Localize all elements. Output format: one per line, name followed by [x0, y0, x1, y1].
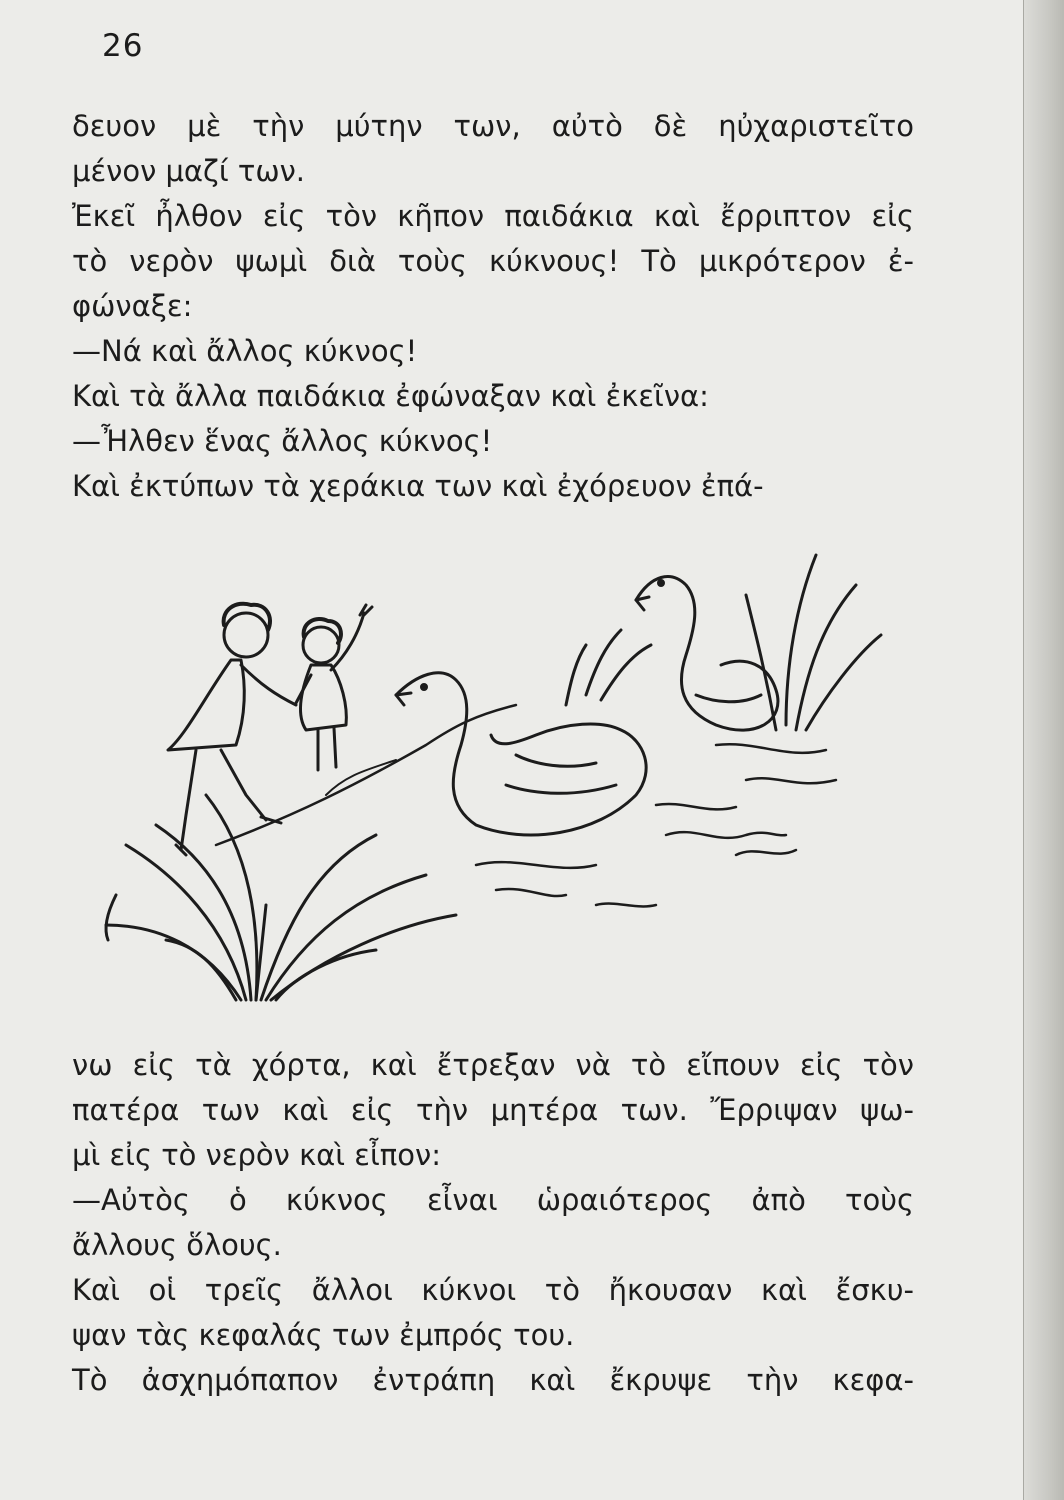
page-number: 26 [102, 28, 144, 64]
text-line: Ἐκεῖ ἦλθον εἰς τὸν κῆπον παιδάκια καὶ ἔρριπτον εἰς [72, 199, 914, 233]
text-line: μὶ εἰς τὸ νερὸν καὶ εἶπον: [72, 1138, 441, 1172]
text-line: —Αὐτὸς ὁ κύκνος εἶναι ὡραιότερος ἀπὸ τοὺς [72, 1183, 914, 1217]
swan-front-icon [396, 673, 646, 835]
text-line: τὸ νερὸν ψωμὶ διὰ τοὺς κύκνους! Τὸ μικρότερον ἐ- [72, 244, 914, 278]
children-and-swans-drawing-icon [96, 545, 886, 1015]
child-left-icon [168, 604, 296, 855]
top-text-block [72, 104, 914, 509]
text-line: Καὶ ἐκτύπων τὰ χεράκια των καὶ ἐχόρευον ἐπά- [72, 469, 764, 503]
text-line: πατέρα των καὶ εἰς τὴν μητέρα των. Ἔρριψαν ψω- [72, 1093, 914, 1127]
text-line: φώναξε: [72, 289, 193, 323]
text-line: ψαν τὰς κεφαλάς των ἐμπρός του. [72, 1318, 575, 1352]
reeds-icon [106, 795, 456, 1000]
water-ripples-icon [476, 744, 836, 906]
child-right-icon [296, 605, 372, 770]
page-edge [1023, 0, 1064, 1500]
text-line: μένον μαζί των. [72, 154, 306, 188]
background-reeds-icon [566, 555, 881, 730]
text-line: δευον μὲ τὴν μύτην των, αὐτὸ δὲ ηὐχαριστεῖτο [72, 109, 914, 143]
text-line: Καὶ οἱ τρεῖς ἄλλοι κύκνοι τὸ ἤκουσαν καὶ ἔσκυ- [72, 1273, 914, 1307]
text-line: Καὶ τὰ ἄλλα παιδάκια ἐφώναξαν καὶ ἐκεῖνα: [72, 379, 709, 413]
swan-back-icon [636, 577, 778, 731]
text-line: νω εἰς τὰ χόρτα, καὶ ἔτρεξαν νὰ τὸ εἴπουν εἰς τὸν [72, 1048, 914, 1082]
text-line: ἄλλους ὅλους. [72, 1228, 282, 1262]
bottom-text-block [72, 1043, 914, 1403]
text-line: —Νά καὶ ἄλλος κύκνος! [72, 334, 418, 368]
text-line: —Ἦλθεν ἕνας ἄλλος κύκνος! [72, 424, 493, 458]
text-line: Τὸ ἀσχημόπαπον ἐντράπη καὶ ἔκρυψε τὴν κεφα- [72, 1363, 914, 1397]
